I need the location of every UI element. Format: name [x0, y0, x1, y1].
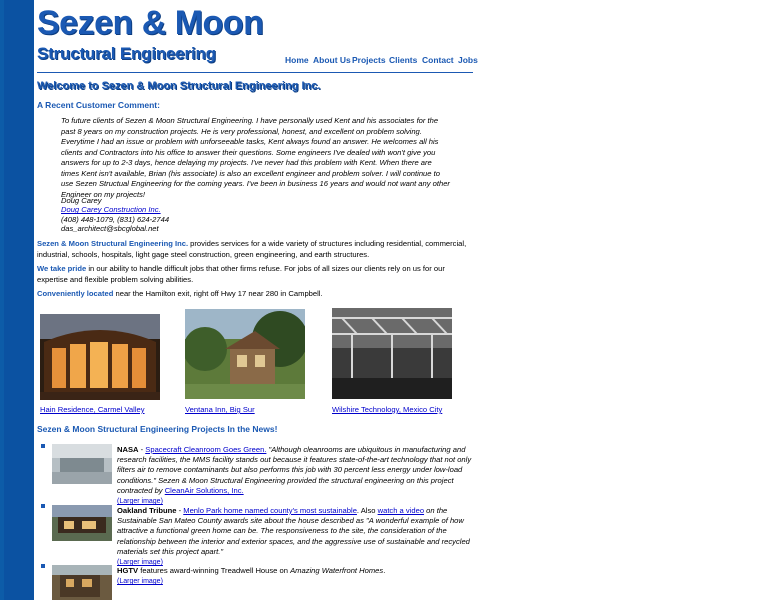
signature-name: Doug Carey: [61, 196, 102, 205]
news-source-hgtv: HGTV: [117, 566, 139, 575]
location-lead: Conveniently located: [37, 289, 114, 298]
intro-paragraph: [37, 239, 477, 260]
news-thumb-oakland[interactable]: [52, 505, 112, 541]
news-heading: Sezen & Moon Structural Engineering Projects In the News!: [37, 424, 278, 434]
left-sidebar-inner: [4, 0, 34, 600]
news-end: .: [383, 566, 386, 575]
news-text-nasa: "Although cleanrooms are ubiquitous in manufacturing and research facilities, the MMS facility stands out because it features state-of-the-art technology that not only filters air to remove contaminants but also performs this job with 30 percent less energy under low-load conditions." Sezen & Moon Structural Engineering provided the structural engineering on this project contracted by: [117, 445, 472, 495]
intro-text: provides services for a wide variety of structures including residential, commercial, industrial, schools, hospitals, light gage steel construction, green engineering, and earth structures.: [37, 239, 467, 259]
pride-text: in our ability to handle difficult jobs that other firms refuse. For jobs of all sizes our clients rely on us for our expertise and flexible problem solving abilities.: [37, 264, 445, 284]
pride-lead: We take pride: [37, 264, 87, 273]
larger-image-link[interactable]: (Larger image): [117, 559, 163, 567]
customer-quote: To future clients of Sezen & Moon Structural Engineering. I have personally used Kent and his associates for the past 8 years on my construction projects. He is very professional, honest, and excellent on problem solving. Everytime I had an issue or problem with unforseeable tasks, Kent always found an answer. He welcomes all his clients and Contractors into his office to answer their questions. Some engineers I've dealed with won't give you answers for up to 2-3 days, hence delaying my projects. I've never had this problem with Kent. When there are times Kent isn't available, Brian (his associate) is also an excellent engineer and problem solver. I will continue to use Sezen Structual Engineering for the coming years. I've been in business 16 years and would not want any other Engineer on my projects!: [61, 116, 450, 199]
news-sep: -: [138, 445, 146, 454]
nav-home[interactable]: Home: [285, 55, 309, 65]
news-thumb-nasa[interactable]: [52, 444, 112, 484]
location-text: near the Hamilton exit, right off Hwy 17 near 280 in Campbell.: [113, 289, 323, 298]
news-item-nasa: [117, 445, 477, 507]
signature-block: [61, 196, 169, 233]
news-item-hgtv: [117, 566, 477, 587]
news-sep: -: [176, 506, 184, 515]
larger-image-link[interactable]: (Larger image): [117, 498, 163, 506]
company-logo-title[interactable]: Sezen & Moon: [37, 4, 264, 42]
caption-wilshire-technology[interactable]: Wilshire Technology, Mexico City: [332, 405, 443, 414]
location-paragraph: [37, 289, 477, 300]
photo-hain-residence[interactable]: [40, 314, 160, 400]
news-text-oakland: . Also: [356, 506, 378, 515]
nav-contact[interactable]: Contact: [422, 55, 454, 65]
news-text2-oakland: on the Sustainable San Mateo County awards site about the house described as "A wonderful example of how attractive a functional green home can be. The responsiveness to the site, the consideration of the relationship between the interior and exterior spaces, and the aggressive use of sustainable and recycled materials set this project apart.": [117, 506, 470, 556]
news-text-hgtv: features award-winning Treadwell House on: [138, 566, 291, 575]
news-thumb-hgtv[interactable]: [52, 565, 112, 600]
photo-ventana-inn[interactable]: [185, 309, 305, 399]
caption-ventana-inn[interactable]: Ventana Inn, Big Sur: [185, 405, 255, 414]
signature-company-link[interactable]: Doug Carey Construction Inc.: [61, 205, 161, 215]
nav-clients[interactable]: Clients: [389, 55, 418, 65]
welcome-heading: Welcome to Sezen & Moon Structural Engineering Inc.: [37, 80, 321, 92]
nav-projects[interactable]: Projects: [352, 55, 386, 65]
news-source-oakland: Oakland Tribune: [117, 506, 177, 515]
bullet-icon: [41, 564, 45, 568]
news-link-watch-video[interactable]: watch a video: [377, 506, 425, 515]
news-link-menlo-park[interactable]: Menlo Park home named county's most sustainable: [183, 506, 357, 515]
news-link-spacecraft-cleanroom[interactable]: Spacecraft Cleanroom Goes Green.: [145, 445, 267, 454]
nav-jobs[interactable]: Jobs: [458, 55, 478, 65]
signature-email: das_architect@sbcglobal.net: [61, 223, 159, 233]
bullet-icon: [41, 444, 45, 448]
caption-hain-residence[interactable]: Hain Residence, Carmel Valley: [40, 405, 145, 414]
news-show-name: Amazing Waterfront Homes: [290, 566, 384, 575]
intro-lead: Sezen & Moon Structural Engineering Inc.: [37, 239, 189, 248]
signature-phone: (408) 448-1079, (831) 624-2744: [61, 214, 170, 224]
pride-paragraph: [37, 264, 477, 285]
nav-about-us[interactable]: About Us: [313, 55, 351, 65]
news-item-oakland-tribune: [117, 506, 477, 568]
company-logo-subtitle: Structural Engineering: [37, 44, 216, 63]
nav-divider: [37, 72, 473, 73]
larger-image-link[interactable]: (Larger image): [117, 578, 163, 586]
comment-heading: A Recent Customer Comment:: [37, 100, 160, 110]
photo-wilshire-technology[interactable]: [332, 308, 452, 399]
news-source-nasa: NASA: [117, 445, 139, 454]
news-link-cleanair[interactable]: CleanAir Solutions, Inc.: [164, 485, 244, 495]
bullet-icon: [41, 504, 45, 508]
left-sidebar-bar: [0, 0, 34, 600]
